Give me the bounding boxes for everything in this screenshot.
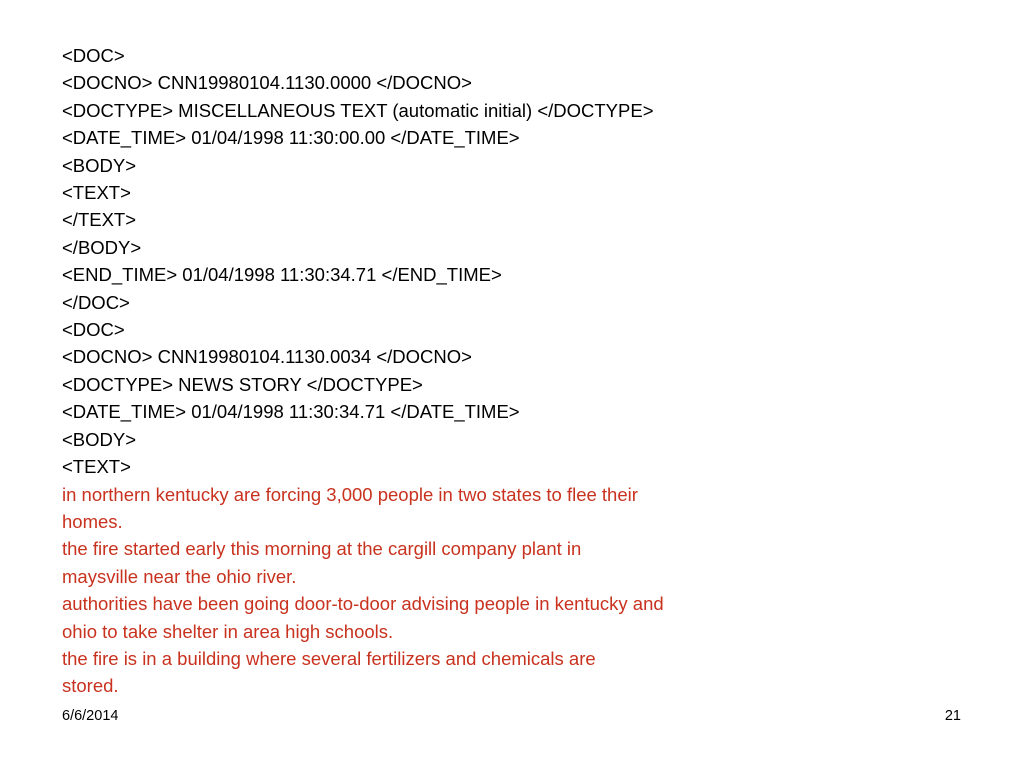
footer-date: 6/6/2014 bbox=[62, 708, 119, 724]
line-6: <TEXT> bbox=[62, 182, 131, 204]
line-18: homes. bbox=[62, 510, 123, 532]
line-23: the fire is in a building where several fertilizers and chemicals are bbox=[62, 647, 596, 669]
line-10: </DOC> bbox=[62, 291, 130, 313]
line-4: <DATE_TIME> 01/04/1998 11:30:00.00 </DATE_TIME> bbox=[62, 127, 520, 149]
line-24: stored. bbox=[62, 675, 119, 697]
line-14: <DATE_TIME> 01/04/1998 11:30:34.71 </DATE_TIME> bbox=[62, 401, 520, 423]
line-16: <TEXT> bbox=[62, 456, 131, 478]
line-19: the fire started early this morning at the cargill company plant in bbox=[62, 538, 582, 560]
line-17: in northern kentucky are forcing 3,000 people in two states to flee their bbox=[62, 483, 638, 505]
line-13: <DOCTYPE> NEWS STORY </DOCTYPE> bbox=[62, 373, 423, 395]
line-5: <BODY> bbox=[62, 154, 137, 176]
line-9: <END_TIME> 01/04/1998 11:30:34.71 </END_TIME> bbox=[62, 264, 502, 286]
document-text bbox=[62, 42, 962, 700]
line-20: maysville near the ohio river. bbox=[62, 565, 297, 587]
line-12: <DOCNO> CNN19980104.1130.0034 </DOCNO> bbox=[62, 346, 472, 368]
line-7: </TEXT> bbox=[62, 209, 137, 231]
line-22: ohio to take shelter in area high schools. bbox=[62, 620, 394, 642]
line-2: <DOCNO> CNN19980104.1130.0000 </DOCNO> bbox=[62, 72, 472, 94]
line-8: </BODY> bbox=[62, 236, 142, 258]
line-15: <BODY> bbox=[62, 428, 137, 450]
page-number: 21 bbox=[944, 708, 961, 724]
line-11: <DOC> bbox=[62, 319, 125, 341]
line-21: authorities have been going door-to-door advising people in kentucky and bbox=[62, 593, 664, 615]
line-1: <DOC> bbox=[62, 45, 125, 66]
line-3: <DOCTYPE> MISCELLANEOUS TEXT (automatic initial) </DOCTYPE> bbox=[62, 99, 654, 121]
